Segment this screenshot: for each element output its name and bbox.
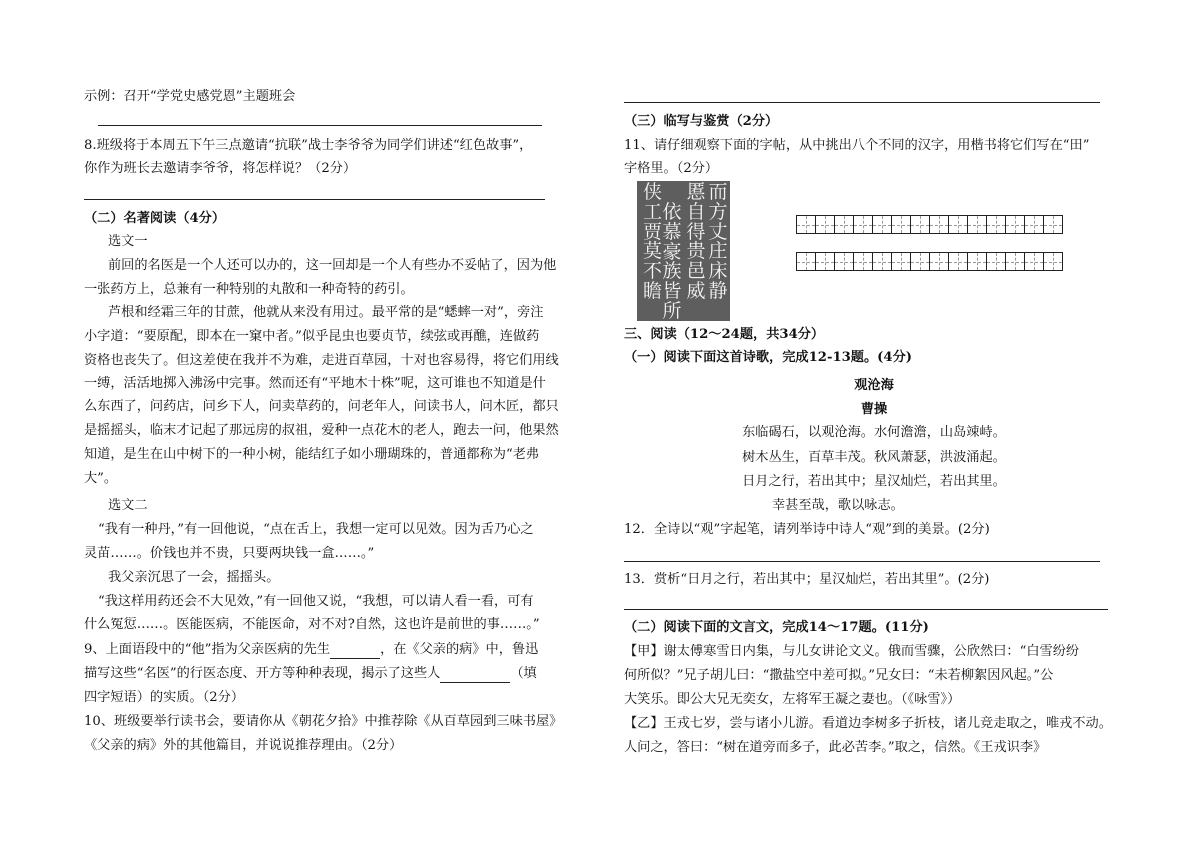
tian-cell[interactable] [911,253,930,270]
tian-cell[interactable] [949,216,968,233]
paragraph-line: 大笑乐。即公大兄无奕女，左将军王凝之妻也。（《咏雪》） [624,692,961,707]
answer-line[interactable] [84,199,545,200]
paragraph-line: 一张药方上，总兼有一种特别的丸散和一种奇特的药引。 [84,282,414,297]
example-line: 示例：召开“学党史感党恩”主题班会 [84,89,296,104]
poem-line: 树木丛生，百草丰茂。秋风萧瑟，洪波涌起。 [742,450,1006,465]
tian-cell[interactable] [797,216,816,233]
section-title: （二）阅读下面的文言文，完成14～17题。(11分) [624,620,929,635]
paragraph-line: 么东西了，问药店，问乡下人，问卖草药的，问老年人，问读书人，问木匠，都只 [84,399,559,414]
q8-line-2: 你作为班长去邀请李爷爷，将怎样说？（2分） [84,161,357,176]
q9-text-a: 9、上面语段中的“他”指为父亲医病的先生 [84,642,331,657]
tian-cell[interactable] [797,253,816,270]
answer-line[interactable] [98,125,542,126]
q11-line-2: 字格里。（2分） [624,161,719,176]
tian-cell[interactable] [854,216,873,233]
paragraph-line: “我这样用药还会不大见效，”有一回他又说，“我想，可以请人看一看，可有 [98,594,534,609]
answer-line[interactable] [624,609,1108,610]
tian-cell[interactable] [1006,216,1025,233]
q13-line: 13．赏析“日月之行，若出其中；星汉灿烂，若出其里”。(2分) [624,572,990,587]
tian-cell[interactable] [1025,253,1044,270]
tian-cell[interactable] [930,253,949,270]
selection-label: 选文二 [108,498,148,513]
tian-cell[interactable] [911,216,930,233]
paragraph-line: 人问之，答曰：“树在道旁而多子，此必苦李。”取之，信然。《王戎识李》 [624,740,1047,755]
tian-cell[interactable] [854,253,873,270]
q9-text-c: 描写这些“名医”的行医态度、开方等种种表现，揭示了这些人 [84,666,441,681]
tian-cell[interactable] [987,253,1006,270]
tianzige-grid-row-1 [796,215,1063,234]
q11-line-1: 11、请仔细观察下面的字帖，从中挑出八个不同的汉字，用楷书将它们写在“田” [624,138,1090,153]
paragraph-line: 小字道：“要原配，即本在一窠中者。”似乎昆虫也要贞节，续弦或再醮，连做药 [84,329,540,344]
poem-title: 观沧海 [854,378,894,393]
q9-line-3: 四字短语）的实质。（2分） [84,690,245,705]
calligraphy-column: 慝 自 得 贵 邑 威 [686,181,706,302]
section-title: （二）名著阅读（4分） [84,211,226,226]
tian-cell[interactable] [968,253,987,270]
paragraph-line: 【乙】王戎七岁，尝与诸小儿游。看道边李树多子折枝，诸儿竞走取之，唯戎不动。 [624,716,1112,731]
tian-cell[interactable] [816,216,835,233]
q9-line-2 [84,665,537,683]
selection-label: 选文一 [108,234,148,249]
tian-cell[interactable] [892,253,911,270]
tian-cell[interactable] [1044,253,1062,270]
section-title: （一）阅读下面这首诗歌，完成12-13题。(4分) [624,350,913,365]
tian-cell[interactable] [987,216,1006,233]
tianzige-grid-row-2 [796,252,1063,271]
q12-line: 12．全诗以“观”字起笔，请列举诗中诗人“观”到的美景。(2分) [624,522,990,537]
paragraph-line: 何所似？”兄子胡儿曰：“撒盐空中差可拟。”兄女曰：“未若柳絮因风起。”公 [624,668,1054,683]
tian-cell[interactable] [1044,216,1062,233]
poem-line: 东临碣石，以观沧海。水何澹澹，山岛竦峙。 [742,425,1006,440]
tian-cell[interactable] [1025,216,1044,233]
q9-text-d: （填 [510,666,537,681]
blank-field[interactable] [440,669,510,683]
tian-cell[interactable] [892,216,911,233]
q9-line-1 [84,641,538,659]
calligraphy-column: 侠 工 贾 莫 不 瞻 [642,181,662,302]
tian-cell[interactable] [835,216,854,233]
tian-cell[interactable] [873,216,892,233]
paragraph-line: 大”。 [84,471,118,486]
tian-cell[interactable] [873,253,892,270]
answer-line[interactable] [624,561,1100,562]
paragraph-line: 前回的名医是一个人还可以办的，这一回却是一个人有些办不妥帖了，因为他 [108,258,557,273]
paragraph-line: 一缚，活活地掷入沸汤中完事。然而还有“平地木十株”呢，这可谁也不知道是什 [84,376,546,391]
tian-cell[interactable] [968,216,987,233]
tian-cell[interactable] [835,253,854,270]
q10-line-2: 《父亲的病》外的其他篇目，并说说推荐理由。（2分） [84,738,403,753]
poem-line: 幸甚至哉，歌以咏志。 [772,498,904,513]
tian-cell[interactable] [949,253,968,270]
paragraph-line: 资格也丧失了。但这差使在我并不为难，走进百草园，十对也容易得，将它们用线 [84,353,559,368]
q8-line-1: 8.班级将于本周五下午三点邀请“抗联”战士李爷爷为同学们讲述“红色故事”， [84,138,533,153]
calligraphy-copybook-image [637,181,730,321]
blank-field[interactable] [330,645,380,659]
paragraph-line: 芦根和经霜三年的甘蔗，他就从来没有用过。最平常的是“蟋蟀一对”，旁注 [108,305,544,320]
paragraph-line: 灵苗……。价钱也并不贵，只要两块钱一盒……。” [84,546,375,561]
poem-line: 日月之行，若出其中；星汉灿烂，若出其里。 [742,474,1006,489]
part-title: 三、阅读（12～24题，共34分） [624,327,825,342]
section-title: （三）临写与鉴赏（2分） [624,114,779,129]
tian-cell[interactable] [816,253,835,270]
paragraph-line: 是摇摇头，临末才记起了那远房的叔祖，爱种一点花木的老人，跑去一问，他果然 [84,423,559,438]
tian-cell[interactable] [930,216,949,233]
calligraphy-column: 依 慕 豪 族 皆 所 [662,201,682,322]
paragraph-line: “我有一种丹，”有一回他说，“点在舌上，我想一定可以见效。因为舌乃心之 [98,522,534,537]
calligraphy-column: 而 方 丈 庄 床 静 [708,181,728,302]
paragraph-line: 【甲】谢太傅寒雪日内集，与儿女讲论文义。俄而雪骤，公欣然曰：“白雪纷纷 [624,644,1080,659]
tian-cell[interactable] [1006,253,1025,270]
q10-line-1: 10、班级要举行读书会，要请你从《朝花夕拾》中推荐除《从百草园到三味书屋》 [84,714,563,729]
answer-line[interactable] [624,102,1100,103]
q9-text-b: ，在《父亲的病》中，鲁迅 [380,642,539,657]
paragraph-line: 我父亲沉思了一会，摇摇头。 [108,570,280,585]
paragraph-line: 什么冤愆……。医能医病，不能医命，对不对?自然，这也许是前世的事……。” [84,617,540,632]
paragraph-line: 知道，是生在山中树下的一种小树，能结红子如小珊瑚珠的，普通都称为“老弗 [84,447,540,462]
poem-author: 曹操 [860,402,888,417]
